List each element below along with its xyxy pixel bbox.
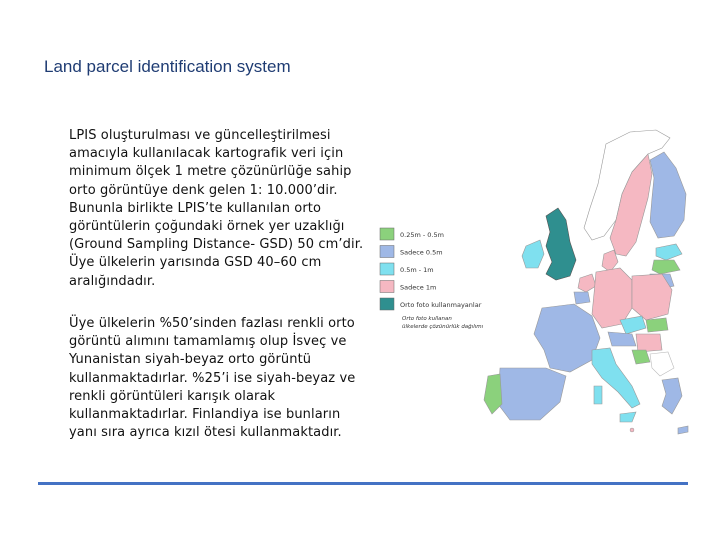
body-paragraph-1: LPIS oluşturulması ve güncelleştirilmesi amacıyla kullanılacak kartografik veri için minimum ölçek 1 metre çözünürlüğe sahip orto görüntüye denk gelen 1: 10.000’dir. Bununla birlikte LPIS’te kullanılan orto görüntülerin çoğundaki örnek yer uzaklığı (Ground Sampling Distance- GSD) 50 cm’dir. Üye ülkelerin yarısında GSD 40–60 cm aralığındadır.: [69, 128, 364, 289]
legend-label-2: Sadece 0.5m: [400, 248, 443, 257]
legend-swatch-5: [380, 298, 394, 310]
poland-shape: [632, 274, 672, 320]
body-paragraph-2: Üye ülkelerin %50’sinden fazlası renkli orto görüntü alımını tamamlamış olup İsveç ve Yunanistan siyah-beyaz orto görüntü kullanmaktadırlar. %25’i ise siyah-beyaz ve renkli görüntüleri karışık olarak kullanmaktadırlar. Finlandiya ise bunların yanı sıra ayrıca kızıl ötesi kullanmaktadır.: [69, 316, 356, 441]
legend-label-3: 0.5m - 1m: [400, 266, 434, 274]
sardinia-shape: [594, 386, 602, 404]
slide-title: Land parcel identification system: [44, 57, 291, 76]
austria-shape: [608, 332, 636, 346]
map-note-line2: ülkelerde çözünürlük dağılımı: [402, 324, 484, 330]
hungary-shape: [636, 334, 662, 352]
legend-label-4: Sadece 1m: [400, 283, 437, 292]
europe-resolution-map: [370, 124, 692, 454]
legend-label-1: 0.25m - 0.5m: [400, 231, 444, 239]
legend-swatch-4: [380, 281, 394, 293]
legend-swatch-2: [380, 246, 394, 258]
slovakia-shape: [646, 318, 668, 332]
map-svg: [370, 124, 692, 454]
legend-swatch-3: [380, 263, 394, 275]
map-note-line1: Orto foto kullanan: [402, 316, 452, 322]
belgium-shape: [574, 292, 590, 304]
legend-label-5: Orto foto kullanmayanlar: [400, 301, 482, 309]
footer-rule: [38, 482, 688, 485]
legend-swatch-1: [380, 228, 394, 240]
malta-shape: [630, 428, 634, 432]
